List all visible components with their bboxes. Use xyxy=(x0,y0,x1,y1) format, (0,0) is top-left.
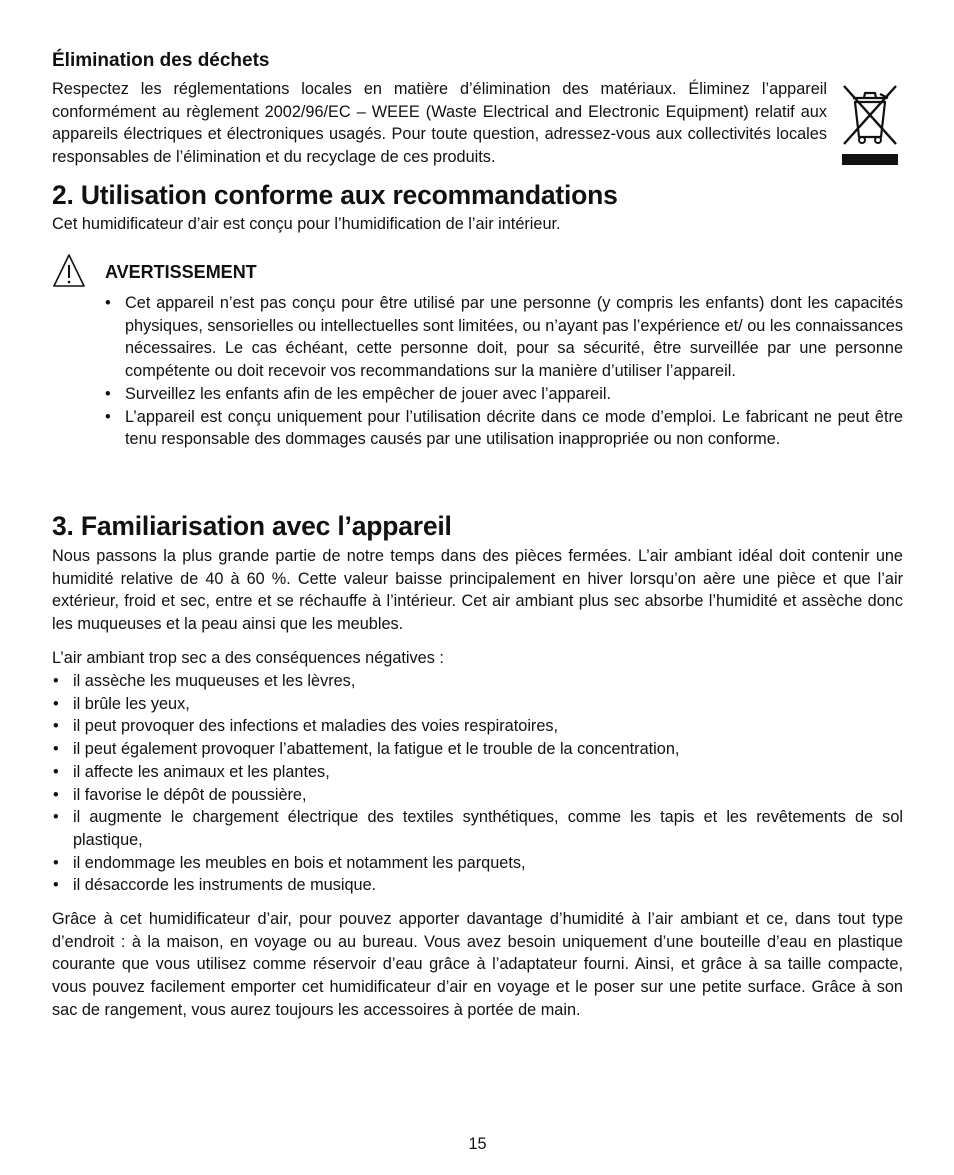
warning-triangle-icon xyxy=(52,253,86,289)
section-2-title: 2. Utilisation conforme aux recommandations xyxy=(52,180,618,210)
warning-title: AVERTISSEMENT xyxy=(105,262,257,282)
list-item xyxy=(53,693,903,716)
warning-list xyxy=(105,292,903,451)
list-item xyxy=(105,292,903,383)
section-3-intro: Nous passons la plus grande partie de notre temps dans des pièces fermées. L’air ambiant idéal doit contenir une humidité relative de 40 à 60 %. Cette valeur baisse principalement en hiver lorsqu’on aère une pièce et que l’air extérieur, froid et sec, entre et se réchauffe à l’intérieur. Cet air ambiant plus sec absorbe l’humidité et assèche donc les muqueuses et la peau ainsi que les meubles. xyxy=(52,547,903,634)
bullet: • xyxy=(53,717,59,736)
list-item xyxy=(53,784,903,807)
effects-lead: L’air ambiant trop sec a des conséquences négatives : xyxy=(52,649,444,667)
bullet: • xyxy=(53,762,59,781)
list-item xyxy=(105,406,903,451)
bullet: • xyxy=(53,785,59,804)
section-2-text: Cet humidificateur d’air est conçu pour l’humidification de l’air intérieur. xyxy=(52,215,561,233)
list-item xyxy=(53,806,903,851)
list-item-text: il augmente le chargement électrique des textiles synthétiques, comme les tapis et les revêtements de sol plastique, xyxy=(73,808,903,849)
list-item-text: il désaccorde les instruments de musique. xyxy=(73,876,377,895)
effects-list xyxy=(53,670,903,897)
bullet: • xyxy=(53,672,59,690)
list-item xyxy=(53,874,903,897)
bullet: • xyxy=(105,407,111,426)
waste-disposal-text: Respectez les réglementations locales en matière d’élimination des matériaux. Éliminez l’appareil conformément au règlement 2002/96/EC – WEEE (Waste Electrical and Electronic Equipment) relatif aux appareils électriques et électroniques usagés. Pour toute question, adressez-vous aux collectivités locales responsables de l’élimination et du recyclage de ces produits. xyxy=(52,80,827,167)
list-item-text: il endommage les meubles en bois et notamment les parquets, xyxy=(73,853,526,872)
list-item xyxy=(53,852,903,875)
list-item-text: il brûle les yeux, xyxy=(73,694,190,713)
list-item xyxy=(53,670,903,693)
page-number: 15 xyxy=(468,1135,487,1153)
list-item-text: il peut provoquer des infections et maladies des voies respiratoires, xyxy=(73,717,559,736)
bullet: • xyxy=(53,853,59,872)
list-item xyxy=(53,715,903,738)
list-item xyxy=(105,383,903,406)
list-item xyxy=(53,761,903,784)
list-item-text: il affecte les animaux et les plantes, xyxy=(73,762,330,781)
list-item-text: il assèche les muqueuses et les lèvres, xyxy=(73,672,356,690)
crossed-out-wheelie-bin-icon xyxy=(840,82,900,166)
bullet: • xyxy=(53,740,59,759)
list-item-text: il peut également provoquer l’abattement, la fatigue et le trouble de la concentration, xyxy=(73,740,680,759)
bullet: • xyxy=(53,808,59,827)
list-item-text: Surveillez les enfants afin de les empêcher de jouer avec l’appareil. xyxy=(125,384,611,403)
bullet: • xyxy=(105,384,111,403)
bullet: • xyxy=(105,294,111,312)
list-item xyxy=(53,738,903,761)
section-3-closing: Grâce à cet humidificateur d’air, pour pouvez apporter davantage d’humidité à l’air ambiant et ce, dans tout type d’endroit : à la maison, en voyage ou au bureau. Vous avez besoin uniquement d’une bouteille d’eau en plastique courante que vous utilisez comme réservoir d’eau grâce à l’adaptateur fourni. Ainsi, et grâce à sa taille compacte, vous pouvez facilement emporter cet humidificateur d’air en voyage et le poser sur une petite surface. Grâce à son sac de rangement, vous aurez toujours les accessoires à portée de main. xyxy=(52,910,903,1019)
bullet: • xyxy=(53,694,59,713)
section-3-title: 3. Familiarisation avec l’appareil xyxy=(52,511,452,541)
list-item-text: L’appareil est conçu uniquement pour l’utilisation décrite dans ce mode d’emploi. Le fabricant ne peut être tenu responsable des dommages causés par une utilisation inappropriée ou non conforme. xyxy=(125,407,903,449)
list-item-text: il favorise le dépôt de poussière, xyxy=(73,785,307,804)
list-item-text: Cet appareil n’est pas conçu pour être utilisé par une personne (y compris les enfants) dont les capacités physiques, sensorielles ou intellectuelles sont limitées, ou n’ayant pas l’expérience et/ ou les connaissances nécessaires. Le cas échéant, cette personne doit, pour sa sécurité, être surveillée par une personne compétente ou doit recevoir vos recommandations sur la manière d’utiliser l’appareil. xyxy=(125,294,903,381)
waste-disposal-heading: Élimination des déchets xyxy=(52,50,270,71)
bullet: • xyxy=(53,876,59,895)
